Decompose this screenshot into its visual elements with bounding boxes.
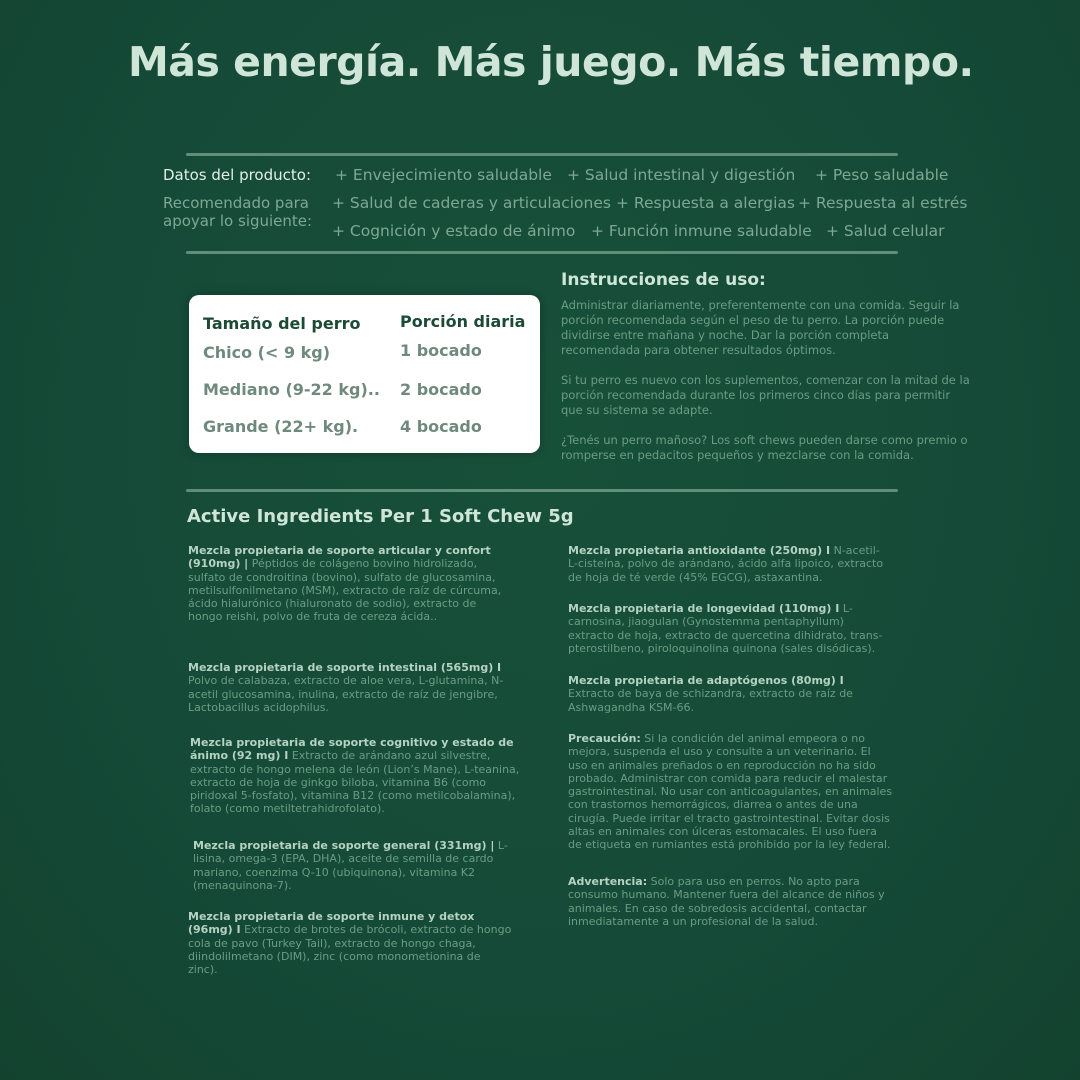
portion-cell: 4 bocado [400, 417, 482, 436]
product-facts-sublabel: Recomendado para apoyar lo siguiente: [163, 194, 313, 230]
ingredient-block [188, 661, 508, 714]
ingredient-text: L-carnosina, jiaogulan (Gynostemma pentaphyllum) extracto de hoja, extracto de quercetina dihidrato, trans-pterostilbeno, piroloquinolina quinona (sales disódicas). [568, 602, 883, 655]
ingredient-block [193, 839, 523, 892]
ingredients-title: Active Ingredients Per 1 Soft Chew 5g [187, 506, 574, 527]
ingredient-text: Polvo de calabaza, extracto de aloe vera, L-glutamina, N-acetil glucosamina, inulina, extracto de raíz de jengibre, Lactobacillus acidophilus. [188, 674, 504, 714]
warning-block [568, 875, 893, 928]
headline: Más energía. Más juego. Más tiempo. [128, 38, 974, 86]
divider-top [186, 153, 898, 156]
ingredient-text: L-lisina, omega-3 (EPA, DHA), aceite de semilla de cardo mariano, coenzima Q-10 (ubiquinona), vitamina K2 (menaquinona-7). [193, 839, 508, 892]
ingredient-name: Mezcla propietaria de soporte cognitivo y estado de ánimo (92 mg) I [190, 736, 514, 763]
portion-cell: 1 bocado [400, 341, 482, 360]
benefit-tag: + Salud intestinal y digestión [567, 166, 796, 184]
dog-size-cell: Mediano (9-22 kg).. [203, 380, 380, 399]
ingredient-block [568, 674, 893, 714]
portion-cell: 2 bocado [400, 380, 482, 399]
benefit-tag: + Envejecimiento saludable [335, 166, 552, 184]
dosage-table [189, 295, 540, 453]
ingredient-text: N-acetil-L-cisteína, polvo de arándano, ácido alfa lipoico, extracto de hoja de té verde (45% EGCG), astaxantina. [568, 544, 884, 584]
ingredient-name: Mezcla propietaria de soporte intestinal (565mg) I [188, 661, 502, 674]
dog-size-cell: Grande (22+ kg). [203, 417, 359, 436]
benefit-tag: + Respuesta al estrés [798, 194, 968, 212]
benefit-tag: + Salud de caderas y articulaciones [332, 194, 611, 212]
instructions [561, 270, 971, 478]
ingredient-block [188, 544, 513, 624]
benefit-tag: + Respuesta a alergias [616, 194, 795, 212]
warning-label: Advertencia: [568, 875, 648, 888]
ingredient-text: Extracto de brotes de brócoli, extracto de hongo cola de pavo (Turkey Tail), extracto de hongo chaga, diindolilmetano (DIM), zinc (como monometionina de zinc). [188, 923, 512, 977]
instructions-paragraph: ¿Tenés un perro mañoso? Los soft chews pueden darse como premio o romperse en pedacitos pequeños y mezclarse con la comida. [561, 433, 968, 462]
ingredient-block [568, 602, 893, 655]
instructions-paragraph: Administrar diariamente, preferentemente con una comida. Seguir la porción recomendada según el peso de tu perro. La porción puede dividirse entre mañana y noche. Dar la porción completa recomendada para obtener resultados óptimos. [561, 298, 960, 357]
column-header-dog-size: Tamaño del perro [203, 314, 361, 333]
warning-text: Solo para uso en perros. No apto para consumo humano. Mantener fuera del alcance de niños y animales. En caso de sobredosis accidental, contactar inmediatamente a un profesional de la salud. [568, 875, 885, 928]
ingredient-name: Mezcla propietaria de soporte inmune y detox (96mg) I [188, 910, 475, 937]
precaution-block [568, 732, 893, 852]
divider-middle [186, 251, 898, 254]
precaution-text: Si la condición del animal empeora o no mejora, suspenda el uso y consulte a un veterinario. El uso en animales preñados o en reproducción no ha sido probado. Administrar con comida para reducir el malestar gastrointestinal. No usar con anticoagulantes, en animales con trastornos hemorrágicos, diarrea o antes de una cirugía. Puede irritar el tracto gastrointestinal. Evitar dosis altas en animales con úlceras estomacales. El uso fuera de etiqueta en rumiantes está prohibido por la ley federal. [568, 732, 893, 852]
benefit-tag: + Salud celular [826, 222, 945, 240]
ingredient-text: Péptidos de colágeno bovino hidrolizado, sulfato de condroitina (bovino), sulfato de glucosamina, metilsulfonilmetano (MSM), extracto de raíz de cúrcuma, ácido hialurónico (hialuronato de sodio), extracto de hongo reishi, polvo de fruta de cereza ácida.. [188, 557, 502, 624]
ingredient-block [190, 736, 520, 816]
instructions-title: Instrucciones de uso: [561, 270, 766, 290]
product-facts-label: Datos del producto: [163, 166, 311, 184]
benefit-tag: + Peso saludable [815, 166, 949, 184]
benefit-tag: + Función inmune saludable [591, 222, 812, 240]
instructions-paragraph: Si tu perro es nuevo con los suplementos, comenzar con la mitad de la porción recomendada durante los primeros cinco días para permitir que su sistema se adapte. [561, 373, 970, 417]
dog-size-cell: Chico (< 9 kg) [203, 343, 331, 362]
precaution-label: Precaución: [568, 732, 641, 745]
ingredient-name: Mezcla propietaria de soporte general (331mg) | [193, 839, 495, 852]
ingredient-name: Mezcla propietaria antioxidante (250mg) I [568, 544, 831, 557]
ingredient-name: Mezcla propietaria de longevidad (110mg) I [568, 602, 840, 615]
benefit-tag: + Cognición y estado de ánimo [332, 222, 576, 240]
ingredient-name: Mezcla propietaria de soporte articular y confort (910mg) | [188, 544, 491, 571]
column-header-daily-portion: Porción diaria [400, 312, 526, 331]
ingredient-text: Extracto de baya de schizandra, extracto de raíz de Ashwagandha KSM-66. [568, 687, 853, 714]
divider-bottom [186, 489, 898, 492]
ingredient-name: Mezcla propietaria de adaptógenos (80mg) I [568, 674, 844, 687]
ingredient-text: Extracto de arándano azul silvestre, extracto de hongo melena de león (Lion’s Mane), L-teanina, extracto de hoja de ginkgo biloba, vitamina B6 (como piridoxal 5-fosfato), vitamina B12 (como metilcobalamina), folato (como metiltetrahidrofolato). [190, 749, 520, 816]
ingredient-block [568, 544, 888, 584]
ingredient-block [188, 910, 513, 976]
